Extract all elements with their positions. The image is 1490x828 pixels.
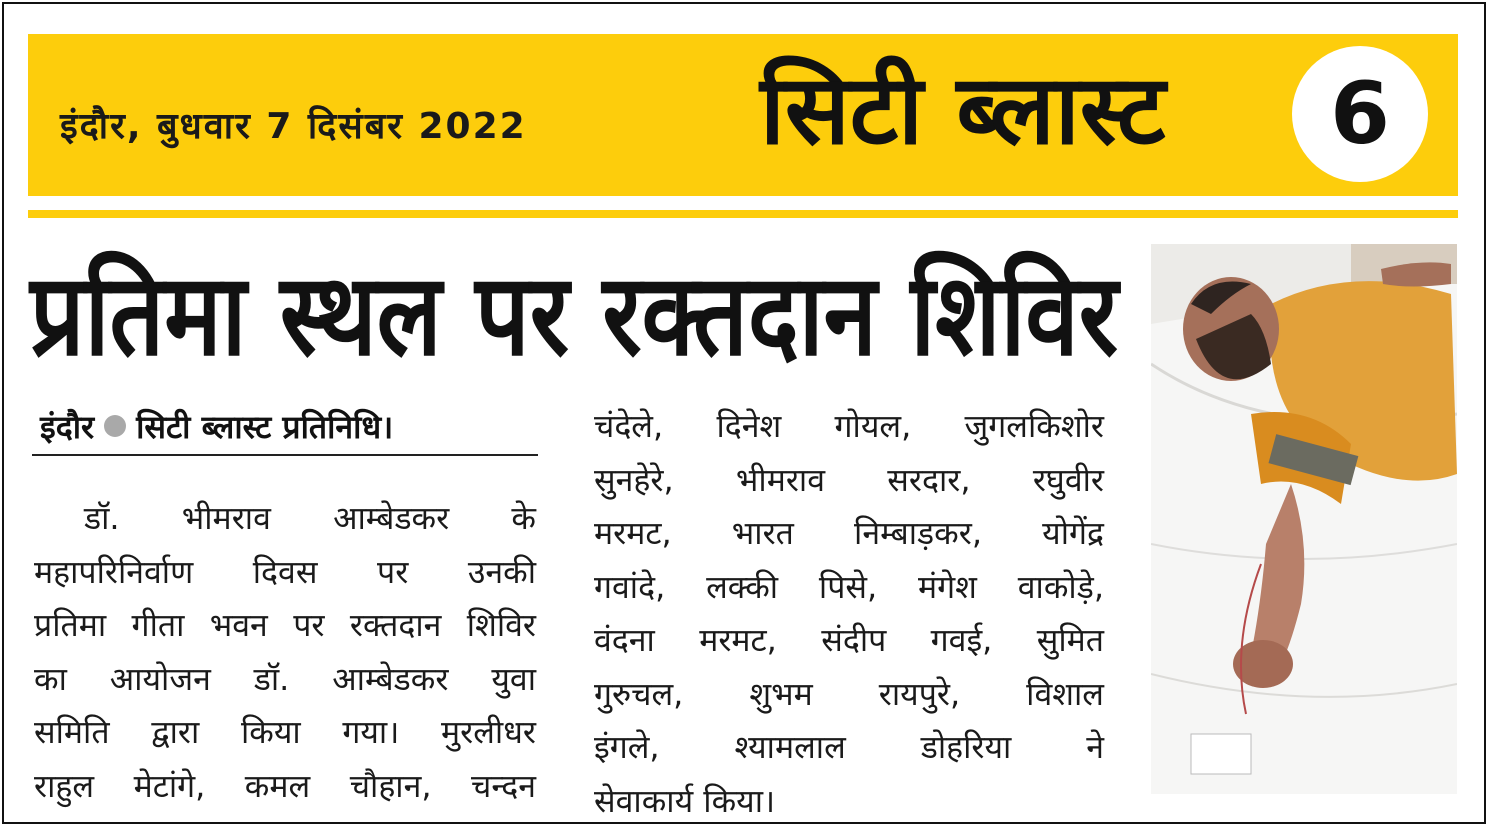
header-rule: [28, 210, 1458, 218]
body-line: वंदना मरमट, संदीप गवई, सुमित: [594, 621, 1104, 659]
body-line: सेवाकार्य किया।: [594, 781, 776, 820]
article-column-1: [34, 492, 536, 813]
byline-source: सिटी ब्लास्ट प्रतिनिधि।: [136, 407, 394, 446]
body-line: प्रतिमा गीता भवन पर रक्तदान शिविर: [34, 606, 536, 644]
page-number: 6: [1330, 64, 1390, 164]
body-line: राहुल मेटांगे, कमल चौहान, चन्दन: [34, 766, 536, 805]
article-photo: [1151, 244, 1457, 794]
page-number-badge: [1292, 46, 1428, 182]
dateline: इंदौर, बुधवार 7 दिसंबर 2022: [60, 106, 527, 147]
body-line: गवांदे, लक्की पिसे, मंगेश वाकोड़े,: [594, 567, 1104, 606]
masthead-title: सिटी ब्लास्ट: [760, 53, 1166, 166]
body-line: का आयोजन डॉ. आम्बेडकर युवा: [34, 659, 536, 698]
bullet-dot-icon: [104, 415, 126, 437]
byline-place: इंदौर: [40, 407, 95, 446]
body-line: इंगले, श्यामलाल डोहरिया ने: [594, 728, 1104, 766]
headline: प्रतिमा स्थल पर रक्तदान शिविर: [30, 248, 1119, 381]
body-line: मरमट, भारत निम्बाड़कर, योगेंद्र: [594, 514, 1104, 552]
body-line: डॉ. भीमराव आम्बेडकर के: [84, 499, 536, 537]
article-column-2: [594, 400, 1104, 828]
byline: [40, 400, 536, 452]
body-line: समिति द्वारा किया गया। मुरलीधर: [34, 713, 536, 751]
body-line: गुरुचल, शुभम रायपुरे, विशाल: [594, 674, 1104, 713]
byline-divider: [32, 454, 538, 456]
body-line: चंदेले, दिनेश गोयल, जुगलकिशोर: [594, 407, 1104, 445]
body-line: सुनहेरे, भीमराव सरदार, रघुवीर: [594, 460, 1104, 499]
body-line: महापरिनिर्वाण दिवस पर उनकी: [34, 552, 536, 591]
donor-photo-illustration: [1151, 244, 1457, 794]
